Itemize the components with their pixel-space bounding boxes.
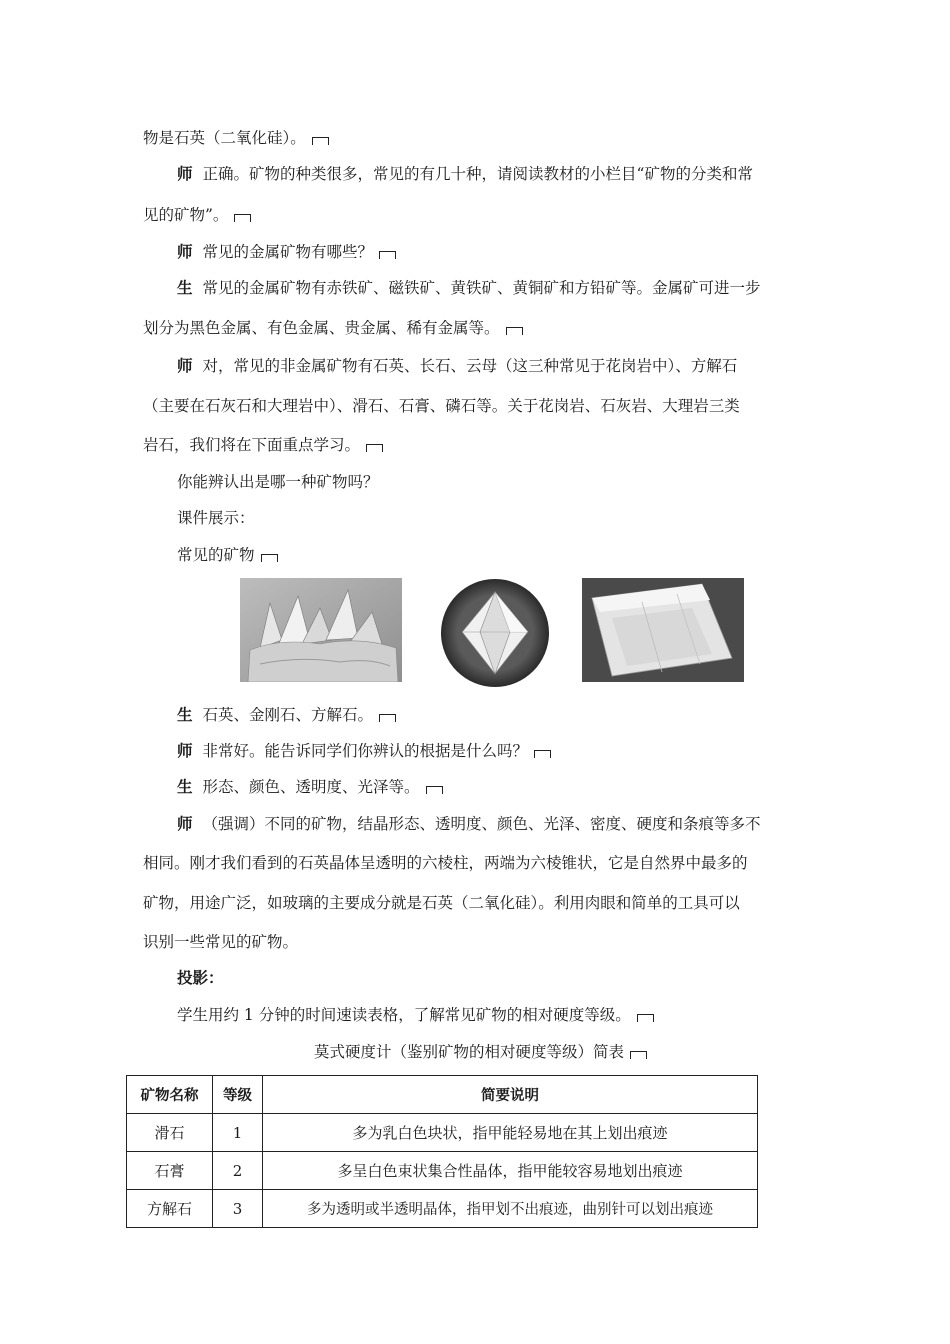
text-line: 划分为黑色金属、有色金属、贵金属、稀有金属等。 xyxy=(143,318,523,338)
text-line: 物是石英（二氧化硅）。 xyxy=(143,128,329,148)
mineral-name: 方解石 xyxy=(127,1190,213,1228)
hardness-level: 3 xyxy=(213,1190,263,1228)
return-mark-icon xyxy=(630,1051,647,1059)
return-mark-icon xyxy=(379,251,396,259)
text-line: 识别一些常见的矿物。 xyxy=(143,933,299,951)
speaker-label: 师 xyxy=(177,165,193,183)
speaker-label: 师 xyxy=(177,243,193,261)
text-line: 相同。刚才我们看到的石英晶体呈透明的六棱柱，两端为六棱锥状，它是自然界中最多的 xyxy=(143,854,748,872)
diamond-photo xyxy=(440,578,550,688)
return-mark-icon xyxy=(506,327,523,335)
return-mark-icon xyxy=(312,137,329,145)
speaker-label: 生 xyxy=(177,706,193,724)
quartz-photo xyxy=(240,578,402,682)
speaker-label: 生 xyxy=(177,279,193,297)
table-row xyxy=(127,1114,758,1152)
text-line: 课件展示： xyxy=(177,509,255,527)
text-line: 师 正确。矿物的种类很多，常见的有几十种，请阅读教材的小栏目“矿物的分类和常 xyxy=(177,165,753,183)
table-header-row xyxy=(127,1076,758,1114)
return-mark-icon xyxy=(637,1014,654,1022)
return-mark-icon xyxy=(534,750,551,758)
return-mark-icon xyxy=(234,214,251,222)
text-line: 矿物，用途广泛，如玻璃的主要成分就是石英（二氧化硅）。利用肉眼和简单的工具可以 xyxy=(143,894,740,912)
speaker-label: 师 xyxy=(177,357,193,375)
text-line: 生 石英、金刚石、方解石。 xyxy=(177,705,396,725)
text-line: 岩石，我们将在下面重点学习。 xyxy=(143,435,383,455)
return-mark-icon xyxy=(366,444,383,452)
hardness-level: 1 xyxy=(213,1114,263,1152)
hardness-table xyxy=(126,1075,758,1228)
text-line: 师 非常好。能告诉同学们你辨认的根据是什么吗？ xyxy=(177,741,551,761)
table-row xyxy=(127,1190,758,1228)
speaker-label: 师 xyxy=(177,742,193,760)
text-line: 师 （强调）不同的矿物，结晶形态、透明度、颜色、光泽、密度、硬度和条痕等多不 xyxy=(177,815,761,833)
text-line: 生 常见的金属矿物有赤铁矿、磁铁矿、黄铁矿、黄铜矿和方铅矿等。金属矿可进一步 xyxy=(177,279,761,297)
calcite-photo xyxy=(582,578,744,682)
column-header: 简要说明 xyxy=(263,1076,758,1114)
table-row xyxy=(127,1152,758,1190)
text-line: 见的矿物”。 xyxy=(143,205,251,225)
description: 多为乳白色块状，指甲能轻易地在其上划出痕迹 xyxy=(263,1114,758,1152)
mineral-name: 滑石 xyxy=(127,1114,213,1152)
column-header: 等级 xyxy=(213,1076,263,1114)
mineral-name: 石膏 xyxy=(127,1152,213,1190)
return-mark-icon xyxy=(261,554,278,562)
speaker-label: 生 xyxy=(177,778,193,796)
text-line: 师 常见的金属矿物有哪些？ xyxy=(177,242,396,262)
text-line: 常见的矿物 xyxy=(177,545,278,565)
description: 多为透明或半透明晶体，指甲划不出痕迹，曲别针可以划出痕迹 xyxy=(263,1190,758,1228)
hardness-level: 2 xyxy=(213,1152,263,1190)
text-line: 你能辨认出是哪一种矿物吗？ xyxy=(177,473,379,491)
text-line: （主要在石灰石和大理岩中）、滑石、石膏、磷石等。关于花岗岩、石灰岩、大理岩三类 xyxy=(143,397,740,415)
text-line: 生 形态、颜色、透明度、光泽等。 xyxy=(177,777,443,797)
text-line: 师 对，常见的非金属矿物有石英、长石、云母（这三种常见于花岗岩中）、方解石 xyxy=(177,357,738,375)
table-caption: 莫式硬度计（鉴别矿物的相对硬度等级）简表 xyxy=(314,1042,647,1062)
return-mark-icon xyxy=(379,714,396,722)
return-mark-icon xyxy=(426,786,443,794)
section-label: 投影： xyxy=(177,969,224,987)
text-line: 学生用约 1 分钟的时间速读表格，了解常见矿物的相对硬度等级。 xyxy=(177,1005,654,1025)
description: 多呈白色束状集合性晶体，指甲能较容易地划出痕迹 xyxy=(263,1152,758,1190)
column-header: 矿物名称 xyxy=(127,1076,213,1114)
speaker-label: 师 xyxy=(177,815,193,833)
